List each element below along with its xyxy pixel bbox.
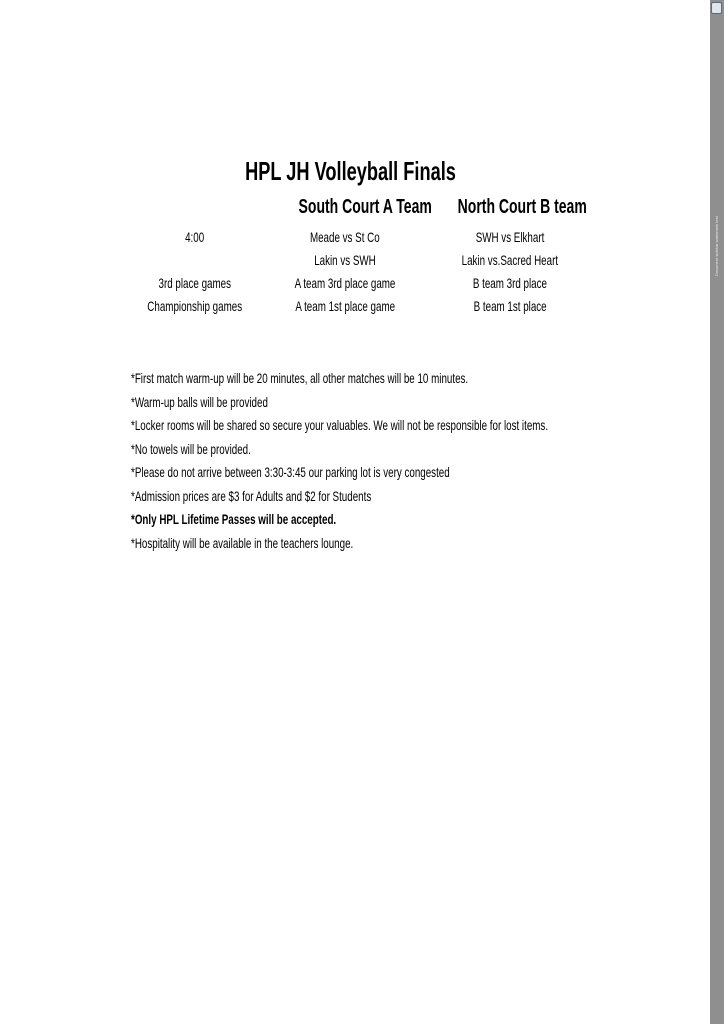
schedule-north-cell: B team 3rd place (472, 275, 548, 291)
note-item-bold: *Only HPL Lifetime Passes will be accepted. (131, 511, 337, 527)
note-item: *Please do not arrive between 3:30-3:45 our parking lot is very congested (131, 464, 450, 480)
note-item: *Admission prices are $3 for Adults and $2 for Students (131, 487, 372, 504)
schedule-north-cell: Lakin vs.Sacred Heart (461, 252, 559, 268)
schedule-south-cell: A team 1st place game (295, 298, 395, 314)
note-item: *Warm-up balls will be provided (131, 393, 268, 410)
page-title-text: HPL JH Volleyball Finals (245, 156, 456, 186)
south-court-header: South Court A Team (298, 196, 432, 218)
note-item: *Locker rooms will be shared so secure your valuables. We will not be responsible for lost items. (131, 417, 549, 433)
sidebar-vertical-text: Document sidebar watermark text (714, 216, 719, 276)
schedule-north-cell: B team 1st place (473, 298, 547, 314)
schedule-row-label (110, 250, 280, 270)
page-title (200, 156, 490, 187)
schedule-row-label: 3rd place games (158, 275, 232, 291)
note-item: *First match warm-up will be 20 minutes, all other matches will be 10 minutes. (131, 370, 469, 386)
schedule-row-label: Championship games (147, 298, 243, 314)
schedule-north-cell: SWH vs Elkhart (475, 229, 545, 245)
schedule-row-label: 4:00 (185, 229, 205, 245)
schedule-south-cell: Lakin vs SWH (314, 252, 376, 268)
schedule-south-cell: Meade vs St Co (310, 229, 380, 245)
note-item: *No towels will be provided. (131, 440, 251, 457)
page-icon[interactable] (711, 2, 722, 14)
north-court-header: North Court B team (457, 196, 587, 218)
schedule-south-cell: A team 3rd place game (294, 275, 396, 291)
notes-list (131, 367, 651, 555)
note-item: *Hospitality will be available in the teachers lounge. (131, 534, 354, 551)
